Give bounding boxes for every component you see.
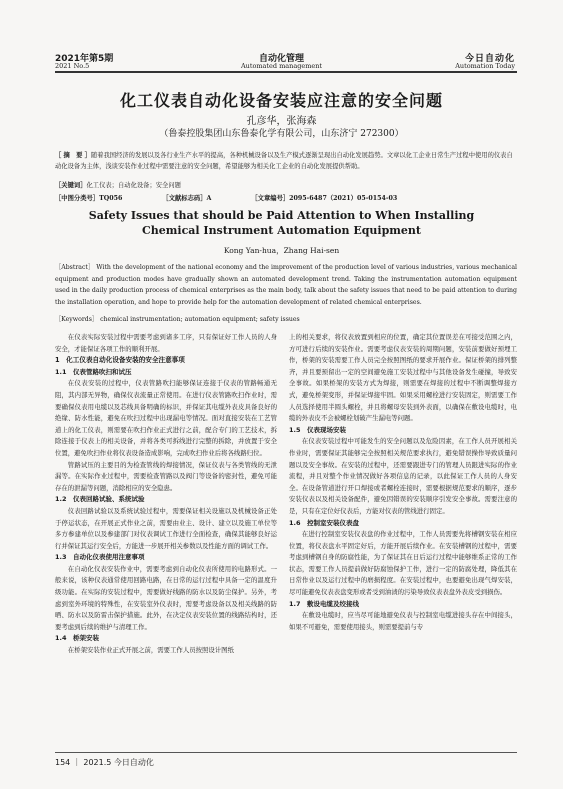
issue-number: 2021年第5期	[55, 54, 114, 64]
subsection-heading: 1.1 仪表管路吹扫和试压	[55, 367, 132, 376]
abstract-zh-label: ［ 摘 要 ］	[55, 152, 91, 159]
subsection-heading: 1.6 控制室安装仪表盘	[289, 518, 360, 527]
body-paragraph: 上的相关要求，将仪表放置到相应的位置，确定其位置误差在可接受范围之内，方可进行后续的安装作业。需要考虑仪表安装的周期问题，安装前要做好预埋工作，桥架的安装需要工作人员完全按照图纸的要求开展作业。保证桥架的排列整齐，并且要预留出一定的空间避免施工安装过程中与其他设备发生碰撞，导致安全事故。如果桥架的安装方式为焊接，则需要在焊接的过程中不断调整焊接方式，避免桥架变形，并保证焊接牢固。如果采用螺栓进行安装固定，则需要工作人员选择使用半圆头螺栓，并且将螺母安装到外表面，以确保在敷设电缆时，电缆的外表皮不会被螺栓划破产生漏电等问题。	[289, 333, 517, 423]
body-paragraph: 在桥架安装作业正式开展之前，需要工作人员按照设计图纸	[67, 646, 234, 655]
footer-rule	[55, 752, 517, 753]
body-column-right	[289, 332, 517, 633]
journal-section-en: Automated management	[240, 62, 323, 70]
body-paragraph: 在仪表安装的过程中，仪表管路吹扫能够保证连接于仪表的管路畅通无阻，其内部无异物，确保仪表流量正常使用。在进行仪表管路吹扫作业时，需要确保仪表用电缆以及芯线具备明确的标识，并保证其电缆外表皮具备良好的绝缘、防水性能，避免在吹扫过程中出现漏电等情况。面对直接安装在工艺管道上的化工仪表，则需要在吹扫作业正式进行之前，配合专门的工艺技术，拆除连接于仪表上的相关设备，并将各类可拆线进行完整的拆除，并放置于安全位置，避免吹扫作业将仪表设备造成影响，完成吹扫作业后将各线路归位。	[55, 379, 277, 457]
body-column-left	[55, 332, 277, 657]
body-paragraph: 在自动化仪表安装作业中，需要考虑到自动化仪表所使用的电路形式。一般来说，该种仪表通常使用回路电路，在日常的运行过程中具备一定的温度升级功能。在实际的安装过程中，需要做好线路的防水以及防尘保护。另外，考虑到室外环境的特殊性，在安装室外仪表时，需要考虑设备以及相关线路的防晒、防水以及防雷击保护措施。此外，在决定仪表安装位置的线路结构时，还要考虑到后续的维护与清理工作。	[55, 564, 277, 631]
paper-title-zh: 化工仪表自动化设备安装应注意的安全问题	[119, 91, 443, 110]
section-heading: 1 化工仪表自动化设备安装的安全注意事项	[55, 356, 185, 365]
keywords-en-label: ［Keywords］	[55, 316, 99, 323]
article-meta	[55, 193, 515, 202]
abstract-zh	[55, 150, 515, 172]
abstract-en-text: With the development of the national economy and the improvement of the production level of various industries, various mechanical equipment and production modes have gradually shown an automated development trend. Taking the instrumentation automation equipment used in the daily production process of chemical enterprises as the main body, talk about the safety issues that need to be paid attention to during the installation operation, and hope to provide help for the automation development of related chemical enterprises.	[55, 264, 517, 306]
header-rule	[55, 71, 517, 73]
article-number: ［文章编号］2095-6487（2021）05-0154-03	[251, 195, 398, 202]
paper-title-en-line2: Chemical Instrument Automation Equipment	[142, 224, 421, 237]
abstract-zh-text: 随着我国经济的发展以及各行业生产水平的提高，各种机械设备以及生产模式逐渐呈现出自动化发展趋势。文章以化工企业日常生产过程中使用的仪表自动化设备为主体，浅谈安装作业过程中需要注意的安全问题，希望能够为相关化工企业的自动化发展提供帮助。	[55, 152, 513, 170]
paper-title-en-line1: Safety Issues that should be Paid Attention to When Installing	[88, 209, 475, 222]
journal-brand: 今日自动化	[464, 54, 515, 64]
subsection-heading: 1.2 仪表回路试验、系统试验	[55, 495, 145, 504]
body-paragraph: 在仪表实际安装过程中需要考虑到诸多工序，只有保证好工作人员的人身安全，才能保证各项工作的顺利开展。	[55, 333, 277, 353]
paper-title-en	[0, 208, 563, 238]
body-paragraph: 管路试压的主要目的为检查管线的焊接情况，保证仪表与各类管线的无泄漏等。在实际作业过程中，需要检查管路以及阀门等设备的密封性，避免可能存在的泄漏等问题，消除相应的安全隐患。	[55, 460, 277, 492]
body-paragraph: 在敷设电缆时，应当尽可能地避免仪表与控制室电缆进接头存在中间接头，如果不可避免，需要使用接头，则需要提前与专	[289, 611, 517, 631]
subsection-heading: 1.7 敷设电缆及绞接线	[289, 599, 360, 608]
issue-number-en: 2021 No.5	[55, 62, 90, 70]
clc-number: ［中图分类号］TQ056	[55, 195, 123, 202]
body-paragraph: 在仪表安装过程中可能发生的安全问题以及危险因素，在工作人员开展相关作业时，需要保证其能够完全按照相关规范要求执行，避免错误操作导致质量问题以及安全事故。在安装的过程中，还需要跟进专门的管理人员跟进实际的作业流程，并且对整个作业情况做好各项信息的记录，以此保证工作人员的人身安全。在设备管道进行开口焊接或者螺栓连接时，需要根据规范要求的顺序，逐步安装仪表以及相关设备配件，避免因错误的安装顺序引发安全事故。需要注意的是，只有在定位好仪表后，方能对仪表的管线进行固定。	[289, 437, 517, 515]
keywords-zh-label: ［关键词］	[55, 182, 87, 189]
keywords-zh	[55, 180, 515, 189]
affiliation-zh: （鲁泰控股集团山东鲁泰化学有限公司，山东济宁 272300）	[159, 129, 404, 139]
doc-code: ［文献标志码］A	[162, 195, 212, 202]
authors-zh: 孔彦华，张海森	[246, 116, 317, 127]
keywords-zh-text: 化工仪表；自动化设备；安全问题	[86, 182, 181, 189]
authors-en: Kong Yan-hua，Zhang Hai-sen	[223, 246, 340, 255]
page-footer: 154 ｜ 2021.5 今日自动化	[55, 758, 154, 767]
abstract-en	[55, 262, 517, 308]
journal-section: 自动化管理	[258, 54, 304, 64]
subsection-heading: 1.4 桥架安装	[55, 634, 100, 643]
journal-brand-en: Automation Today	[455, 62, 515, 70]
abstract-en-label: ［Abstract］	[55, 264, 95, 271]
body-paragraph: 在进行控制室安装仪表盘的作业过程中，工作人员需要先将槽钢安装在相应位置，将仪表盘水平固定好后，方能开展后续作业。在安装槽钢的过程中，需要考虑到槽钢自身的防腐性能，为了保证其在日后运行过程中能够维系正常的工作状态，需要工作人员提前做好防腐蚀保护工作，进行一定的防腐处理，降低其在日常作业以及运行过程中的磨损程度。在安装过程中，也要避免出现气焊安装，尽可能避免仪表表盘变形或者受到油渍的污染导致仪表表盘外表皮受到损伤。	[289, 530, 517, 597]
keywords-en	[55, 314, 517, 323]
body-paragraph: 仪表回路试验以及系统试验过程中，需要保证相关设施以及机械设备正处于停运状态，在开展正式作业之前，需要由业主、设计、建立以及施工单位等多方参建单位以及参建部门对仪表调试工作进行全面检查，确保其能够良好运行并保证其运行安全后，方能进一步展开相关参数以及性能方面的调试工作。	[55, 506, 277, 550]
keywords-en-text: chemical instrumentation; automation equipment; safety issues	[100, 316, 300, 323]
subsection-heading: 1.3 自动化仪表使用注意事项	[55, 553, 145, 562]
subsection-heading: 1.5 仪表现场安装	[289, 425, 347, 434]
